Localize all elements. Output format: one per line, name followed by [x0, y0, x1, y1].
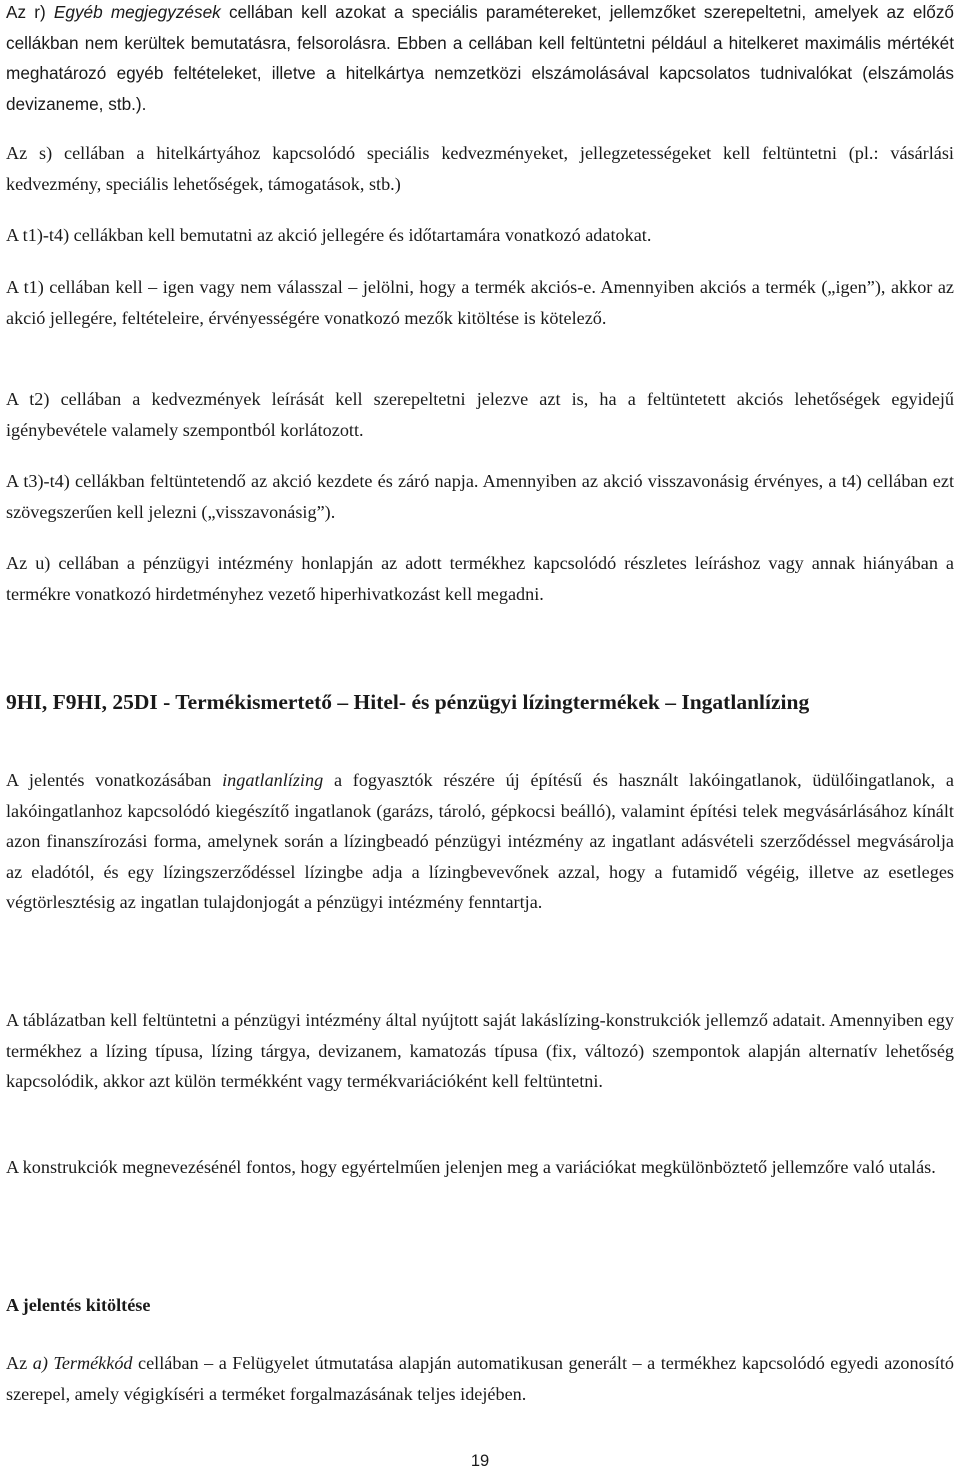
paragraph-t1: A t1) cellában kell – igen vagy nem válasszal – jelölni, hogy a termék akciós-e. Amennyiben akciós a termék („igen”), akkor az akció jellegére, feltételeire, érvényességére vonatkozó mezők kitöltése is kötelező. — [6, 277, 954, 328]
paragraph-t2: A t2) cellában a kedvezmények leírását kell szerepeltetni jelezve azt is, ha a feltüntetett akciós lehetőségek egyidejű igénybevétele valamely szempontból korlátozott. — [6, 389, 954, 440]
paragraph-t1-t4: A t1)-t4) cellákban kell bemutatni az akció jellegére és időtartamára vonatkozó adatokat. — [6, 225, 652, 245]
italic-term: ingatlanlízing — [222, 770, 324, 790]
paragraph-r-cell: Az r) Egyéb megjegyzések cellában kell azokat a speciális paramétereket, jellemzőket szerepeltetni, amelyek az előző cellákban nem kerültek bemutatásra, felsorolásra. Ebben a cellában kell feltüntetni például a hitelkeret maximális mértékét meghatározó egyéb feltételeket, illetve a hitelkártya nemzetközi elszámolásával kapcsolatos tudnivalókat (elszámolás devizaneme, stb.). — [6, 2, 954, 114]
paragraph-definition: A jelentés vonatkozásában ingatlanlízing a fogyasztók részére új építésű és használt lakóingatlanok, üdülőingatlanok, a lakóingatlanhoz kapcsolódó kiegészítő ingatlanok (garázs, tároló, gépkocsi beálló), valamint építési telek megvásárlásához kínált azon finanszírozási forma, amelynek során a lízingbeadó pénzügyi intézmény az ingatlant adásvételi szerződéssel megvásárolja az eladótól, és egy lízingszerződéssel lízingbe adja a lízingbevevőnek azzal, hogy a futamidő végéig, illetve az esetleges végtörlesztésig az ingatlan tulajdonjogát a pénzügyi intézmény fenntartja. — [6, 770, 955, 912]
paragraph-s-cell: Az s) cellában a hitelkártyához kapcsolódó speciális kedvezményeket, jellegzetességeket kell feltüntetni (pl.: vásárlási kedvezmény, speciális lehetőségek, támogatások, stb.) — [6, 143, 954, 194]
paragraph-t3-t4: A t3)-t4) cellákban feltüntetendő az akció kezdete és záró napja. Amennyiben az akció visszavonásig érvényes, a t4) cellában ezt szövegszerűen kell jelezni („visszavonásig”). — [6, 471, 954, 522]
italic-term: Egyéb megjegyzések — [53, 2, 221, 22]
page-number: 19 — [470, 1452, 490, 1470]
subheading-filling: A jelentés kitöltése — [6, 1295, 151, 1315]
section-heading: 9HI, F9HI, 25DI - Termékismertető – Hitel- és pénzügyi lízingtermékek – Ingatlanlízing — [6, 690, 810, 714]
paragraph-u-cell: Az u) cellában a pénzügyi intézmény honlapján az adott termékhez kapcsolódó részletes leíráshoz vagy annak hiányában a termékre vonatkozó hirdetményhez vezető hiperhivatkozást kell megadni. — [6, 553, 954, 604]
paragraph-table-instructions: A táblázatban kell feltüntetni a pénzügyi intézmény által nyújtott saját lakáslízing-konstrukciók jellemző adatait. Amennyiben egy termékhez a lízing típusa, lízing tárgya, devizanem, kamatozás típusa (fix, változó) szempontok alapján alternatív lehetőség kapcsolódik, akkor azt külön termékként vagy termékvariációként kell feltüntetni. — [6, 1010, 954, 1091]
italic-term: a) Termékkód — [32, 1353, 133, 1373]
paragraph-naming: A konstrukciók megnevezésénél fontos, hogy egyértelműen jelenjen meg a variációkat megkülönböztető jellemzőre való utalás. — [6, 1157, 936, 1177]
paragraph-product-code: Az a) Termékkód cellában – a Felügyelet útmutatása alapján automatikusan generált – a termékhez kapcsolódó egyedi azonosító szerepel, amely végigkíséri a terméket forgalmazásának teljes idejében. — [6, 1353, 954, 1404]
